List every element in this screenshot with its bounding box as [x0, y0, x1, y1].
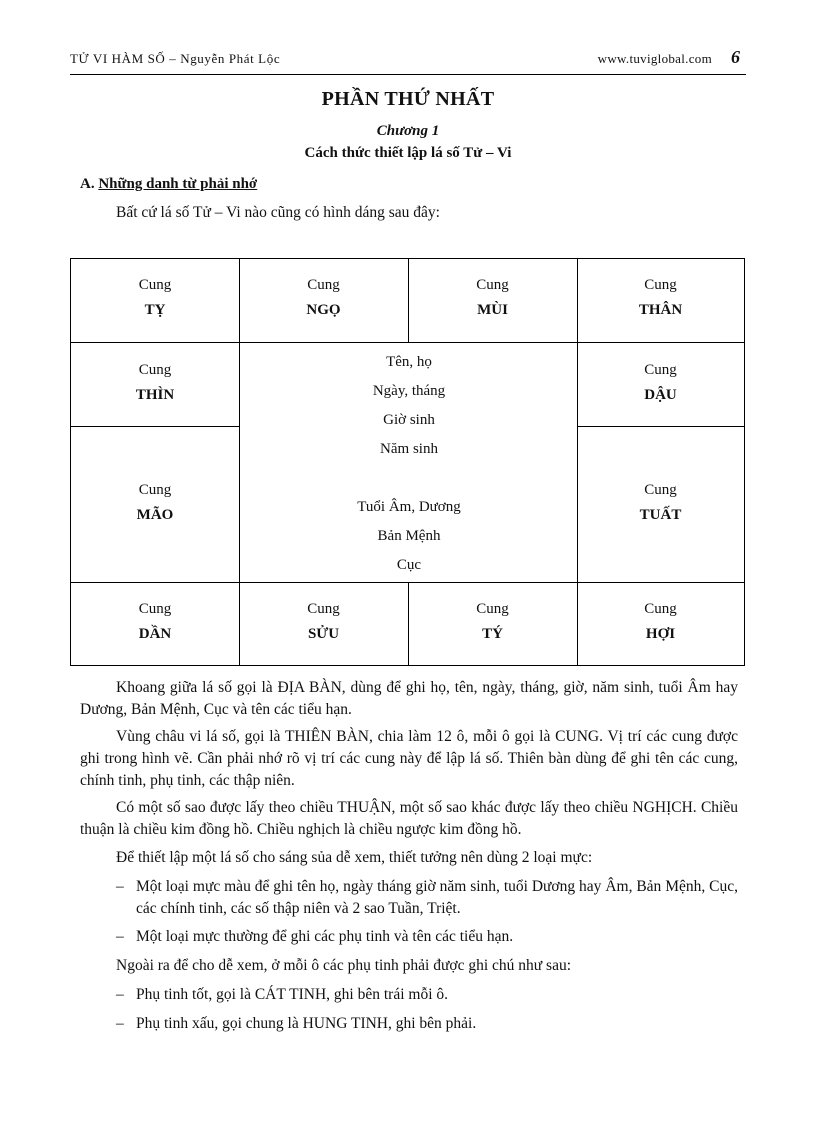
palace-name: MÃO [136, 507, 174, 523]
cung-label: Cung [644, 482, 677, 498]
palace-ngo [239, 277, 408, 319]
section-prefix: A. [80, 176, 95, 192]
palace-thin [71, 362, 239, 404]
list-item-text: Một loại mực màu để ghi tên họ, ngày tháng giờ năm sinh, tuổi Dương hay Âm, Bản Mệnh, Cục, các chính tinh, các số thập niên và 2 sao Tuần, Triệt. [136, 878, 738, 917]
palace-dau [577, 362, 744, 404]
section-heading [80, 176, 257, 193]
grid-line [71, 582, 744, 583]
list-dash: – [116, 1015, 124, 1032]
palace-name: MÙI [477, 302, 508, 318]
palace-name: HỢI [645, 626, 676, 642]
paragraph: Ngoài ra để cho dễ xem, ở mỗi ô các phụ tinh phải được ghi chú như sau: [116, 957, 572, 974]
list-item-text: Phụ tinh xấu, gọi chung là HUNG TINH, ghi bên phải. [136, 1015, 477, 1032]
palace-hoi [577, 601, 744, 643]
page-number: 6 [731, 47, 740, 67]
header-website: www.tuviglobal.com [597, 51, 712, 66]
cung-label: Cung [138, 277, 172, 293]
center-field-name: Tên, họ [386, 354, 432, 370]
grid-line [71, 426, 239, 427]
paragraph: Có một số sao được lấy theo chiều THUẬN, một số sao khác được lấy theo chiều NGHỊCH. Chiều thuận là chiều kim đồng hồ. Chiều nghịch là chiều ngược kim đồng hồ. [80, 799, 738, 838]
palace-name: TỴ [144, 302, 166, 318]
cung-label: Cung [138, 482, 172, 498]
chapter-label: Chương 1 [376, 123, 440, 139]
page-header [70, 47, 746, 75]
list-item [80, 876, 738, 920]
paragraph: Để thiết lập một lá số cho sáng sủa dễ xem, thiết tưởng nên dùng 2 loại mực: [116, 849, 593, 866]
list-dash: – [116, 928, 124, 945]
part-title: PHẦN THỨ NHẤT [321, 88, 495, 110]
chapter-title: Cách thức thiết lập lá số Tử – Vi [304, 145, 512, 161]
palace-mao [71, 482, 239, 524]
cung-label: Cung [644, 601, 677, 617]
palace-name: DẦN [138, 626, 172, 642]
cung-label: Cung [476, 601, 509, 617]
chart-grid [70, 258, 745, 666]
header-book-title: TỬ VI HÀM SỐ – Nguyễn Phát Lộc [70, 51, 281, 66]
center-field-year: Năm sinh [380, 441, 438, 457]
cung-label: Cung [307, 601, 340, 617]
palace-ty-snake [71, 277, 239, 319]
palace-dan [71, 601, 239, 643]
center-field-destiny: Bản Mệnh [377, 528, 441, 544]
section-title: Những danh từ phải nhớ [98, 176, 258, 192]
palace-name: TUẤT [639, 507, 682, 523]
list-item [80, 926, 738, 948]
center-field-cuc: Cục [396, 557, 422, 573]
center-field-date: Ngày, tháng [372, 383, 446, 399]
list-item [80, 984, 738, 1006]
paragraph: Khoang giữa lá số gọi là ĐỊA BÀN, dùng để ghi họ, tên, ngày, tháng, giờ, năm sinh, tuổi Âm hay Dương, Bản Mệnh, Cục và tên các tiểu hạn. [80, 679, 738, 718]
cung-label: Cung [644, 277, 677, 293]
cung-label: Cung [307, 277, 340, 293]
cung-label: Cung [644, 362, 677, 378]
palace-name: NGỌ [306, 302, 341, 318]
list-dash: – [116, 878, 124, 895]
cung-label: Cung [476, 277, 509, 293]
palace-than [577, 277, 744, 319]
grid-line [577, 426, 744, 427]
palace-mui [408, 277, 577, 319]
cung-label: Cung [138, 362, 172, 378]
palace-ty-rat [408, 601, 577, 643]
header-rule [70, 74, 746, 75]
center-field-hour: Giờ sinh [383, 412, 435, 428]
palace-name: DẬU [644, 387, 677, 403]
list-item-text: Phụ tinh tốt, gọi là CÁT TINH, ghi bên trái mỗi ô. [136, 986, 448, 1003]
palace-name: TÝ [482, 626, 503, 642]
grid-line [71, 342, 744, 343]
palace-suu [239, 601, 408, 643]
intro-paragraph: Bất cứ lá số Tử – Vi nào cũng có hình dáng sau đây: [116, 204, 440, 221]
list-item-text: Một loại mực thường để ghi các phụ tinh và tên các tiểu hạn. [136, 928, 514, 945]
paragraph: Vùng châu vi lá số, gọi là THIÊN BÀN, chia làm 12 ô, mỗi ô gọi là CUNG. Vị trí các cung được ghi trong hình vẽ. Cần phải nhớ rõ vị trí các cung này để lập lá số. Thiên bàn dùng để ghi tên các cung, chính tinh, phụ tinh, các thập niên. [80, 728, 738, 789]
list-item [80, 1013, 738, 1035]
cung-label: Cung [138, 601, 172, 617]
list-dash: – [116, 986, 124, 1003]
palace-name: SỬU [307, 626, 340, 642]
palace-name: THÂN [638, 302, 683, 318]
center-field-age: Tuổi Âm, Dương [357, 499, 461, 515]
palace-name: THÌN [135, 387, 175, 403]
palace-tuat [577, 482, 744, 524]
